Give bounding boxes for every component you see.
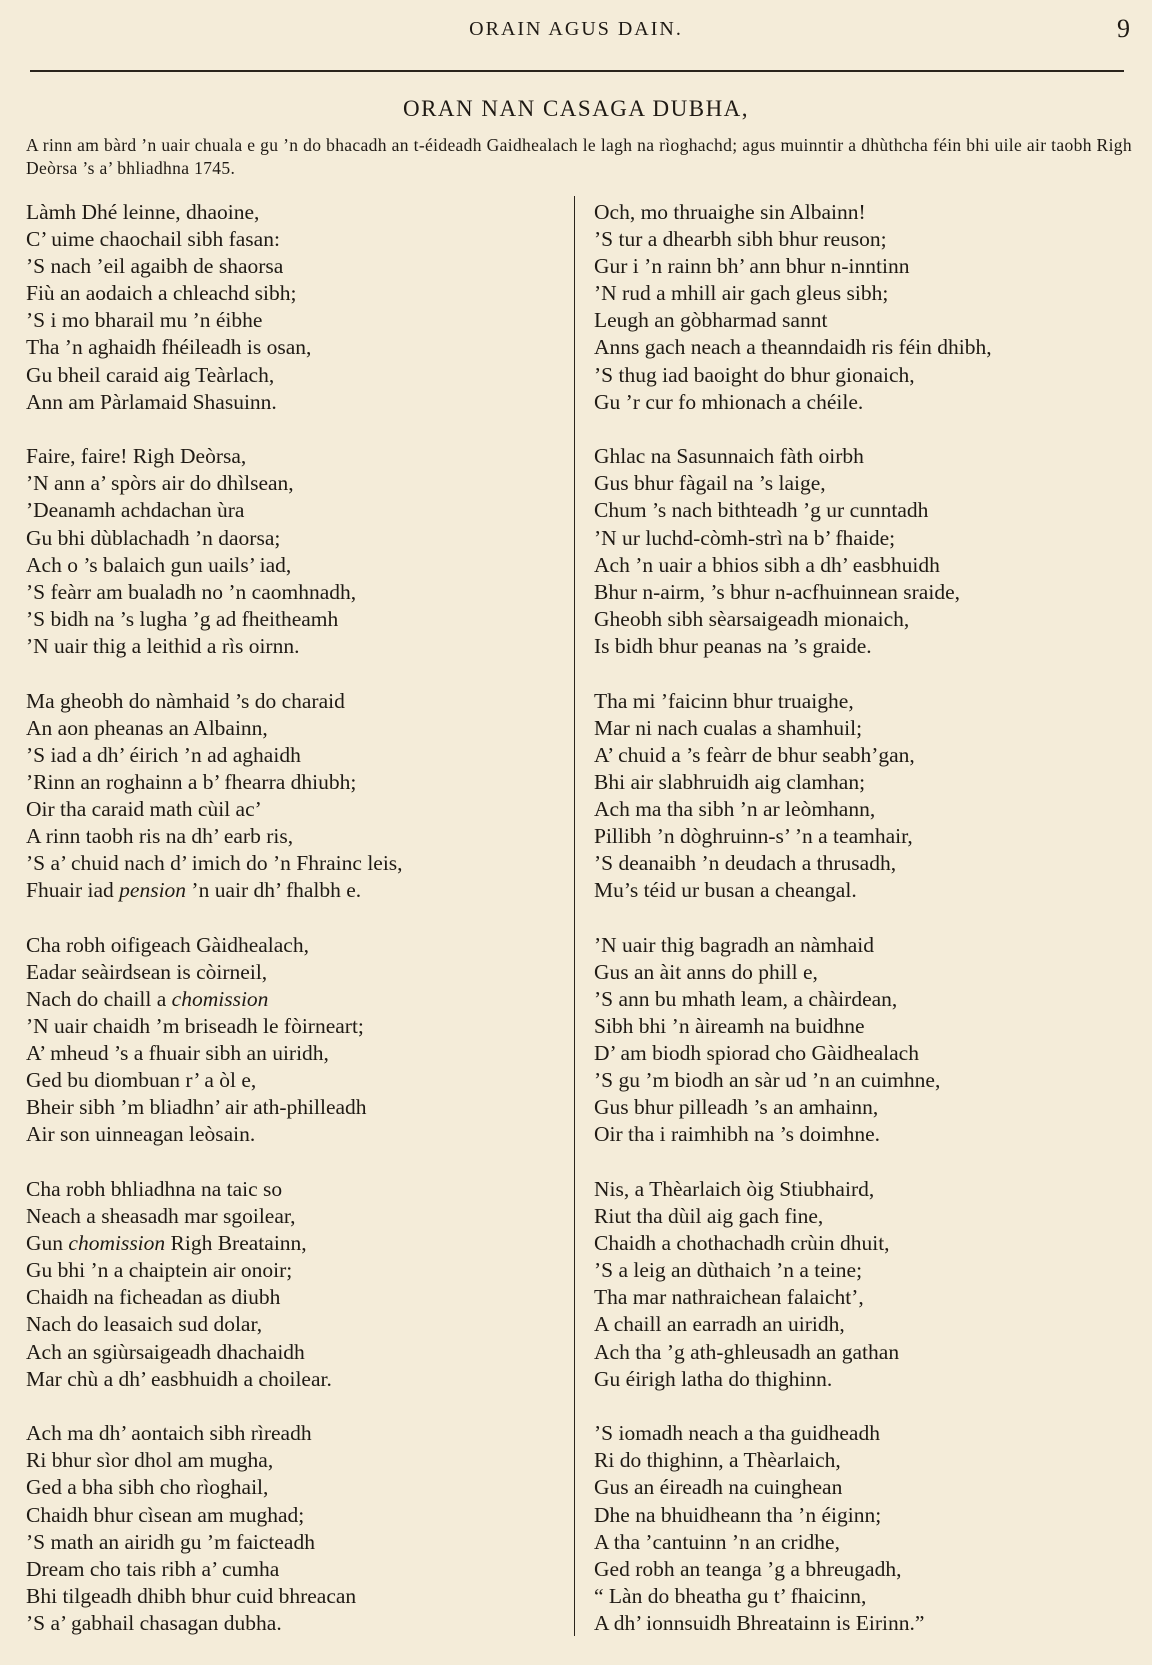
verse-line: Bhi air slabhruidh aig clamhan; [594, 769, 866, 794]
verse-line: Gu bheil caraid aig Teàrlach, [26, 362, 275, 387]
verse-line: Tha mi ’faicinn bhur truaighe, [594, 688, 854, 713]
verse-line: Gus an àit anns do phill e, [594, 959, 818, 984]
verse-line: Ma gheobh do nàmhaid ’s do charaid [26, 688, 345, 713]
stanza [594, 1420, 1144, 1637]
verse-line: An aon pheanas an Albainn, [26, 715, 268, 740]
verse-line: ’S ann bu mhath leam, a chàirdean, [594, 986, 898, 1011]
verse-line: Air son uinneagan leòsain. [26, 1122, 256, 1147]
right-column [594, 199, 1144, 1665]
stanza [594, 443, 1144, 660]
verse-line: ’S tur a dhearbh sibh bhur reuson; [594, 227, 887, 252]
verse-line: Bheir sibh ’m bliadhn’ air ath-philleadh [26, 1095, 367, 1120]
verse-line: Tha ’n aghaidh fhéileadh is osan, [26, 335, 312, 360]
verse-line: Cha robh bhliadhna na taic so [26, 1177, 283, 1201]
verse-line: A dh’ ionnsuidh Bhreatainn is Eirinn.” [594, 1610, 925, 1635]
verse-line: “ Làn do bheatha gu t’ fhaicinn, [594, 1583, 867, 1608]
verse-line: Gus bhur pilleadh ’s an amhainn, [594, 1095, 879, 1120]
verse-line: ’S math an airidh gu ’m faicteadh [26, 1529, 315, 1554]
verse-line: Oir tha caraid math cùil ac’ [26, 796, 262, 821]
verse-line: ’S nach ’eil agaibh de shaorsa [26, 254, 284, 279]
stanza [594, 932, 1144, 1149]
verse-line: Pillibh ’n dòghruinn-s’ ’n a teamhair, [594, 823, 913, 848]
stanza [26, 688, 566, 905]
header-rule [30, 70, 1124, 72]
verse-line: Gus bhur fàgail na ’s laige, [594, 471, 826, 496]
verse-line: A’ mheud ’s a fhuair sibh an uiridh, [26, 1041, 329, 1066]
stanza [594, 199, 1144, 416]
verse-line: Ach an sgiùrsaigeadh dhachaidh [26, 1339, 305, 1364]
verse-line: Eadar seàirdsean is còirneil, [26, 959, 268, 984]
verse-line: Chaidh a chothachadh crùin dhuit, [594, 1231, 890, 1256]
verse-line: Nach do chaill a chomission [26, 986, 269, 1011]
poem-title: ORAN NAN CASAGA DUBHA, [402, 96, 750, 121]
verse-line: Cha robh oifigeach Gàidhealach, [26, 932, 309, 957]
stanza [26, 443, 566, 660]
verse-line: Riut tha dùil aig gach fine, [594, 1204, 824, 1229]
stanza [26, 1176, 566, 1393]
verse-line: Ach ’n uair a bhios sibh a dh’ easbhuidh [594, 552, 940, 577]
verse-line: Mu’s téid ur busan a cheangal. [594, 878, 857, 903]
verse-line: Ach o ’s balaich gun uails’ iad, [26, 552, 292, 577]
verse-line: ’N uair thig a leithid a rìs oirnn. [26, 633, 300, 658]
verse-line: Is bidh bhur peanas na ’s graide. [594, 633, 872, 658]
verse-line: Faire, faire! Righ Deòrsa, [26, 444, 247, 469]
verse-line: A tha ’cantuinn ’n an cridhe, [594, 1529, 840, 1554]
verse-line: D’ am biodh spiorad cho Gàidhealach [594, 1041, 919, 1066]
verse-line: Chaidh bhur cìsean am mughad; [26, 1502, 305, 1527]
verse-line: Ghlac na Sasunnaich fàth oirbh [594, 444, 864, 469]
verse-line: ’N ur luchd-còmh-strì na b’ fhaide; [594, 525, 896, 550]
verse-line: A rinn taobh ris na dh’ earb ris, [26, 823, 294, 848]
verse-line: Mar ni nach cualas a shamhuil; [594, 715, 863, 740]
verse-line: ’S iomadh neach a tha guidheadh [594, 1421, 880, 1446]
verse-line: ’S gu ’m biodh an sàr ud ’n an cuimhne, [594, 1068, 941, 1093]
verse-line: Sibh bhi ’n àireamh na buidhne [594, 1014, 865, 1039]
verse-line: Gheobh sibh sèarsaigeadh mionaich, [594, 606, 910, 631]
verse-line: Gus an éireadh na cuinghean [594, 1475, 843, 1500]
verse-line: Làmh Dhé leinne, dhaoine, [26, 200, 260, 224]
verse-line: ’S bidh na ’s lugha ’g ad fheitheamh [26, 606, 339, 631]
verse-line: Ged bu diombuan r’ a òl e, [26, 1068, 257, 1093]
stanza [26, 932, 566, 1149]
verse-line: Ged a bha sibh cho rìoghail, [26, 1475, 269, 1500]
verse-line: Ann am Pàrlamaid Shasuinn. [26, 389, 277, 414]
verse-line: Fiù an aodaich a chleachd sibh; [26, 281, 297, 306]
verse-line: Gu éirigh latha do thighinn. [594, 1366, 833, 1391]
verse-line: Gur i ’n rainn bh’ ann bhur n-inntinn [594, 254, 910, 279]
verse-line: Leugh an gòbharmad sannt [594, 308, 828, 333]
verse-line: ’N uair thig bagradh an nàmhaid [594, 932, 875, 957]
stanza [26, 199, 566, 416]
verse-line: Gu ’r cur fo mhionach a chéile. [594, 389, 864, 414]
verse-line: Chum ’s nach bithteadh ’g ur cunntadh [594, 498, 929, 523]
verse-line: Ri do thighinn, a Thèarlaich, [594, 1448, 841, 1473]
verse-line: C’ uime chaochail sibh fasan: [26, 227, 280, 252]
verse-line: ’S iad a dh’ éirich ’n ad aghaidh [26, 742, 301, 767]
verse-line: Chaidh na ficheadan as diubh [26, 1285, 281, 1310]
left-column [26, 199, 566, 1665]
verse-line: A’ chuid a ’s feàrr de bhur seabh’gan, [594, 742, 915, 767]
verse-line: Och, mo thruaighe sin Albainn! [594, 200, 866, 224]
running-head: ORAIN AGUS DAIN. [469, 18, 683, 40]
verse-line: ’Rinn an roghainn a b’ fhearra dhiubh; [26, 769, 357, 794]
verse-line: ’S i mo bharail mu ’n éibhe [26, 308, 263, 333]
page-number: 9 [1117, 14, 1130, 43]
verse-line: Ged robh an teanga ’g a bhreugadh, [594, 1556, 902, 1581]
verse-line: Ri bhur sìor dhol am mugha, [26, 1448, 274, 1473]
verse-line: Ach ma dh’ aontaich sibh rìreadh [26, 1421, 312, 1446]
verse-line: ’S deanaibh ’n deudach a thrusadh, [594, 851, 897, 876]
stanza [26, 1420, 566, 1637]
verse-line: ’S a’ chuid nach d’ imich do ’n Fhrainc leis, [26, 851, 403, 876]
verse-line: ’N ann a’ spòrs air do dhìlsean, [26, 471, 294, 496]
column-divider [574, 196, 575, 1636]
verse-line: Neach a sheasadh mar sgoilear, [26, 1204, 296, 1229]
verse-line: Dream cho tais ribh a’ cumha [26, 1556, 280, 1581]
verse-line: Oir tha i raimhibh na ’s doimhne. [594, 1122, 881, 1147]
verse-line: ’S a’ gabhail chasagan dubha. [26, 1610, 282, 1635]
verse-line: Dhe na bhuidheann tha ’n éiginn; [594, 1502, 882, 1527]
verse-line: ’N rud a mhill air gach gleus sibh; [594, 281, 889, 306]
verse-line: Fhuair iad pension ’n uair dh’ fhalbh e. [26, 878, 362, 903]
poem-intro: A rinn am bàrd ’n uair chuala e gu ’n do bhacadh an t-éideadh Gaidhealach le lagh na rìoghachd; agus muinntir a dhùthcha féin bhi uile air taobh Righ Deòrsa ’s a’ bhliadhna 1745. [26, 135, 1132, 178]
verse-line: Nis, a Thèarlaich òig Stiubhaird, [594, 1177, 875, 1201]
verse-line: Ach ma tha sibh ’n ar leòmhann, [594, 796, 876, 821]
verse-line: Gu bhi dùblachadh ’n daorsa; [26, 525, 281, 550]
verse-line: Nach do leasaich sud dolar, [26, 1312, 263, 1337]
verse-line: Mar chù a dh’ easbhuidh a choilear. [26, 1366, 332, 1391]
stanza [594, 1176, 1144, 1393]
verse-line: ’S a leig an dùthaich ’n a teine; [594, 1258, 863, 1283]
verse-line: ’Deanamh achdachan ùra [26, 498, 245, 523]
verse-line: ’S feàrr am bualadh no ’n caomhnadh, [26, 579, 357, 604]
verse-line: Bhur n-airm, ’s bhur n-acfhuinnean sraide, [594, 579, 960, 604]
verse-line: ’S thug iad baoight do bhur gionaich, [594, 362, 915, 387]
verse-line: ’N uair chaidh ’m briseadh le fòirneart; [26, 1014, 364, 1039]
verse-line: Tha mar nathraichean falaicht’, [594, 1285, 864, 1310]
verse-line: Gu bhi ’n a chaiptein air onoir; [26, 1258, 293, 1283]
stanza [594, 688, 1144, 905]
verse-line: Gun chomission Righ Breatainn, [26, 1231, 307, 1256]
verse-line: Bhi tilgeadh dhibh bhur cuid bhreacan [26, 1583, 357, 1608]
verse-line: Ach tha ’g ath-ghleusadh an gathan [594, 1339, 900, 1364]
verse-line: A chaill an earradh an uiridh, [594, 1312, 845, 1337]
verse-line: Anns gach neach a theanndaidh ris féin dhibh, [594, 335, 992, 360]
